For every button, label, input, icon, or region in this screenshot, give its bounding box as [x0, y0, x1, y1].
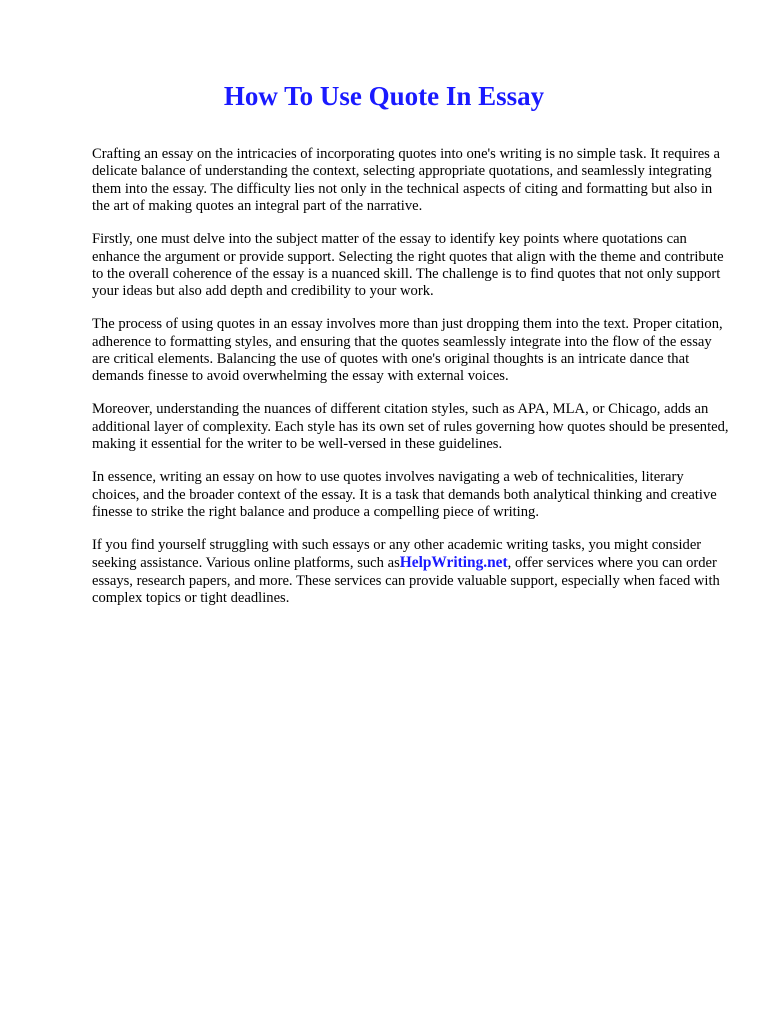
paragraph-5: In essence, writing an essay on how to use quotes involves navigating a web of technicalities, literary choices, and the broader context of the essay. It is a task that demands both analytical thinking and creative finesse to strike the right balance and produce a compelling piece of writing. — [92, 469, 717, 520]
document-body — [92, 146, 732, 623]
paragraph-6 — [92, 537, 732, 608]
helpwriting-link[interactable]: HelpWriting.net — [399, 554, 508, 572]
paragraph-6-after-link: , offer services where you can order essays, research papers, and more. These services can provide valuable support, especially when faced with complex topics or tight deadlines. — [92, 555, 720, 607]
paragraph-4: Moreover, understanding the nuances of different citation styles, such as APA, MLA, or Chicago, adds an additional layer of complexity. Each style has its own set of rules governing how quotes should be presented, making it essential for the writer to be well-versed in these guidelines. — [92, 401, 729, 453]
paragraph-3: The process of using quotes in an essay involves more than just dropping them into the text. Proper citation, adherence to formatting styles, and ensuring that the quotes seamlessly integrate into the flow of the essay are critical elements. Balancing the use of quotes with one's original thoughts is an intricate dance that demands finesse to avoid overwhelming the essay with external voices. — [92, 316, 723, 385]
paragraph-6-before-link: If you find yourself struggling with such essays or any other academic writing tasks, you might consider seeking assistance. Various online platforms, such as — [92, 536, 702, 572]
paragraph-1: Crafting an essay on the intricacies of incorporating quotes into one's writing is no simple task. It requires a delicate balance of understanding the context, selecting appropriate quotations, and seamlessly integrating them into the essay. The difficulty lies not only in the technical aspects of citing and formatting but also in the art of making quotes an integral part of the narrative. — [92, 146, 720, 215]
document-title: How To Use Quote In Essay — [223, 81, 545, 111]
paragraph-2: Firstly, one must delve into the subject matter of the essay to identify key points where quotations can enhance the argument or provide support. Selecting the right quotes that align with the theme and contribute to the overall coherence of the essay is a nuanced skill. The challenge is to find quotes that not only support your ideas but also add depth and credibility to your work. — [92, 231, 724, 300]
